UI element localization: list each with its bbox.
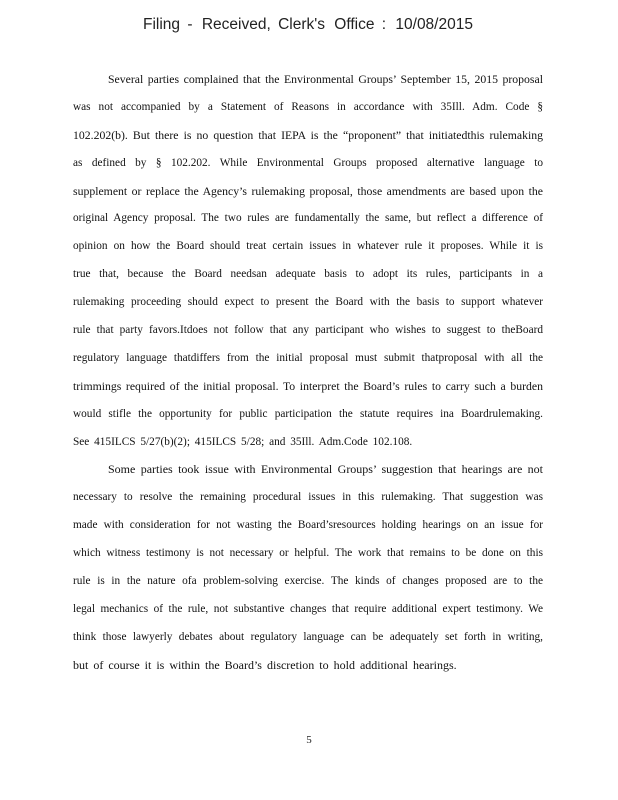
text-line: necessary to resolve the remaining procedural issues in this rulemaking. That suggestion was — [73, 491, 543, 504]
text-line: would stifle the opportunity for public participation the statute requires ina Boardrulemaking. — [73, 407, 543, 420]
text-line: legal mechanics of the rule, not substantive changes that require additional expert testimony. We — [73, 602, 543, 615]
text-line: rule is in the nature ofa problem-solving exercise. The kinds of changes proposed are to the — [73, 575, 543, 588]
text-line: Several parties complained that the Environmental Groups’ September 15, 2015 proposal — [108, 73, 543, 86]
filing-stamp-header — [0, 16, 618, 34]
text-line: supplement or replace the Agency’s rulemaking proposal, those amendments are based upon the — [73, 184, 543, 198]
received-text: - Received, — [187, 16, 271, 33]
text-line: rule that party favors.Itdoes not follow that any participant who wishes to suggest to theBoard — [73, 324, 543, 337]
text-line: opinion on how the Board should treat certain issues in whatever rule it proposes. While it is — [73, 240, 543, 253]
text-line: original Agency proposal. The two rules are fundamentally the same, but reflect a difference of — [73, 212, 543, 225]
text-line: trimmings required of the initial proposal. To interpret the Board’s rules to carry such a burden — [73, 379, 543, 393]
filing-label: Filing — [143, 16, 181, 33]
text-line: made with consideration for not wasting the Board’sresources holding hearings on an issue for — [73, 519, 543, 532]
text-line: which witness testimony is not necessary or helpful. The work that remains to be done on this — [73, 547, 543, 560]
text-line: was not accompanied by a Statement of Reasons in accordance with 35Ill. Adm. Code § — [73, 100, 543, 113]
text-line: Some parties took issue with Environmental Groups’ suggestion that hearings are not — [108, 462, 543, 477]
text-line: but of course it is within the Board’s discretion to hold additional hearings. — [73, 657, 457, 672]
paragraph-2 — [73, 456, 543, 679]
text-line: true that, because the Board needsan adequate basis to adopt its rules, participants in a — [73, 268, 543, 281]
text-line: think those lawyerly debates about regulatory language can be adequately set forth in writing, — [73, 630, 543, 643]
text-line: See 415ILCS 5/27(b)(2); 415ILCS 5/28; and 35Ill. Adm.Code 102.108. — [73, 435, 413, 448]
filing-date: : 10/08/2015 — [381, 16, 473, 33]
text-line: 102.202(b). But there is no question that IEPA is the “proponent” that initiatedthis rulemaking — [73, 128, 543, 142]
document-body — [73, 66, 543, 680]
text-line: rulemaking proceeding should expect to present the Board with the basis to support whatever — [73, 296, 543, 309]
paragraph-1 — [73, 66, 543, 456]
clerks-office-text: Clerk's Office — [278, 16, 375, 33]
page-number: 5 — [306, 734, 312, 746]
text-line: regulatory language thatdiffers from the initial proposal must submit thatproposal with all the — [73, 351, 543, 364]
text-line: as defined by § 102.202. While Environmental Groups proposed alternative language to — [73, 156, 543, 169]
